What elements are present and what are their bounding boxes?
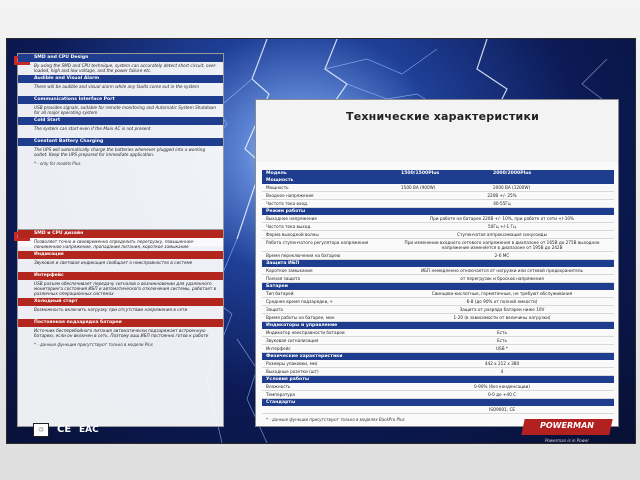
spec-row [262, 252, 614, 260]
spec-group-title: Физические характеристики [266, 354, 343, 359]
spec-row [262, 200, 614, 208]
spec-label: Работа ступенчатого регулятора напряжения [266, 240, 369, 245]
spec-label: Выходное напряжение [266, 216, 317, 221]
spec-footnote: * - данные функции присутствуют только в моделях BackPro Plus [266, 417, 405, 422]
spec-value: 4 [500, 369, 504, 374]
spec-group-header [262, 208, 614, 215]
certification-logos [33, 423, 99, 437]
spec-value: При работе на батарее 220В +/- 10%, при работе от сети +/-10% [429, 216, 575, 221]
spec-label: Интерфейс [266, 346, 291, 351]
spec-value: Свинцово-кислотные, герметичные, не требуют обслуживания [431, 291, 573, 296]
spec-row [262, 239, 614, 252]
spec-group-title: Стандарты [266, 400, 296, 405]
spec-group-header [262, 399, 614, 406]
feature-title: Интерфейс [18, 272, 223, 280]
spec-value: При изменении входного сетевого напряжения в диапазоне от 165В до 275В выходное напряжение изменяется в диапазоне от 195В до 242В [404, 240, 600, 250]
feature-section [18, 298, 223, 319]
specifications-table [262, 170, 614, 422]
spec-value: Защита от разряда батареи ниже 10V [459, 307, 545, 312]
spec-row [262, 275, 614, 283]
table-header [262, 170, 614, 177]
spec-label: Короткое замыкание [266, 268, 313, 273]
feature-text: The UPS will automatically charge the batteries whenever plugged into a working outlet. Keep the UPS prepared for immediate application. [34, 147, 206, 157]
spec-row [262, 360, 614, 368]
spec-label: Среднее время подзарядки, ч [266, 299, 333, 304]
feature-section [18, 272, 223, 298]
spec-value: 0-90% (без конденсации) [474, 384, 530, 389]
spec-value: USB * [495, 346, 509, 351]
box-face [6, 38, 636, 444]
spec-row [262, 267, 614, 275]
feature-section [18, 138, 223, 159]
spec-label: Полная защита [266, 276, 301, 281]
spec-value: 50Гц +/-1 Гц [488, 224, 516, 229]
spec-value: Ступенчатая аппроксимация синусоиды [457, 232, 547, 237]
spec-label: Звуковая сигнализация [266, 338, 319, 343]
spec-label: Индикатор неисправности батареи [266, 330, 345, 335]
spec-value: от перегрузок и бросков напряжения [460, 276, 544, 281]
spec-group-title: Защита ИБП [266, 261, 300, 266]
feature-panel-russian [17, 229, 224, 427]
spec-value-alt: 2000 ВА (1200W) [493, 185, 531, 190]
specifications-title: Технические характеристики [346, 110, 540, 123]
feature-title: Constant Battery Charging [18, 138, 223, 146]
eac-mark-icon: EAC [79, 425, 99, 435]
spec-group-title: Индикаторы и управление [266, 323, 338, 328]
feature-section [18, 54, 223, 75]
spec-label: Мощность [266, 185, 289, 190]
brand-tagline: Powerman is in Power [544, 438, 589, 443]
spec-group-title: Батареи [266, 284, 288, 289]
spec-label: Тип батарей [266, 291, 294, 296]
feature-title: SMD и CPU дизайн [18, 230, 223, 238]
spec-value: 40-55Гц [493, 201, 511, 206]
spec-group-title: Мощность [266, 178, 294, 183]
feature-section [18, 230, 223, 251]
spec-row [262, 329, 614, 337]
spec-label: Температура [266, 392, 295, 397]
spec-label: Время работы на батарее, мин [266, 315, 335, 320]
ce-mark-icon: CE [57, 424, 72, 435]
spec-group-header [262, 283, 614, 290]
feature-text: The system can start even if the Main AC is not present [34, 126, 151, 131]
spec-label: Выходные розетки (шт) [266, 369, 319, 374]
spec-row [262, 215, 614, 223]
header-model-1500: 1500/1500Plus [401, 171, 440, 176]
feature-section [18, 251, 223, 272]
footnote: * - only for models Plus [34, 161, 81, 166]
spec-label: Форма выходной волны [266, 232, 319, 237]
spec-row [262, 223, 614, 231]
spec-label: Влажность [266, 384, 291, 389]
specifications-card [255, 99, 619, 427]
feature-text: Возможность включить нагрузку при отсутствии напряжения в сети [34, 307, 188, 312]
spec-row [262, 368, 614, 376]
spec-label: Частота тока вход. [266, 201, 309, 206]
spec-value: Есть [497, 330, 507, 335]
feature-section [18, 75, 223, 96]
spec-row [262, 345, 614, 353]
spec-group-title: Режим работы [266, 209, 306, 214]
feature-text: USB provides signals, suitable for remote monitoring and Automatic System Shutdown for all major operating system [34, 105, 217, 115]
feature-section [18, 96, 223, 117]
feature-title: SMD and CPU Design [18, 54, 223, 62]
spec-row [262, 391, 614, 399]
title-band [256, 100, 618, 162]
feature-text: Источник бесперебойного питания автоматически подзаряжает встроенную батарею, если он включен в сеть. Поэтому ваш ИБП постоянно готов к работе [34, 328, 209, 338]
feature-text: There will be audible and visual alarm while any faults come out in the system [34, 84, 200, 89]
feature-title: Индикация [18, 251, 223, 259]
spec-value: 220В +/- 25% [487, 193, 517, 198]
recycle-icon: ♲ [33, 423, 49, 437]
brand-name: POWERMAN [540, 421, 594, 430]
spec-label: Защита [266, 307, 283, 312]
spec-row [262, 290, 614, 298]
spec-label: Время переключения на батарею [266, 253, 341, 258]
feature-section [18, 117, 223, 138]
feature-title: Постоянная подзарядка батареи [18, 319, 223, 327]
feature-text: Позволяет точно и своевременно определить перегрузку, повышенное-пониженное напряжение, пропадание питания, короткое замыкание [34, 239, 195, 249]
spec-value: 6-8 (до 90% от полной емкости) [466, 299, 538, 304]
spec-row [262, 231, 614, 239]
header-model-2000: 2000/2000Plus [493, 171, 532, 176]
footnote: * - данные функции присутствуют только в модели Plus [34, 342, 153, 347]
spec-value: 0-0 до +40 С [487, 392, 517, 397]
spec-value: 442 x 212 x 380 [484, 361, 520, 366]
spec-group-title: Условия работы [266, 377, 310, 382]
spec-label [266, 407, 401, 412]
spec-label: Частота тока выход. [266, 224, 312, 229]
spec-group-header [262, 260, 614, 267]
spec-group-header [262, 376, 614, 383]
spec-label: Входное напряжение [266, 193, 314, 198]
feature-text: USB разъем обеспечивает передачу сигналов о возникновении для удаленного мониторинга состояния ИБП и автоматического отключения системы, работает в различных операционных системах [34, 281, 217, 296]
feature-title: Audible and Visual Alarm [18, 75, 223, 83]
spec-row [262, 192, 614, 200]
brand-logo [523, 419, 611, 444]
spec-value: ИБП немедленно отключается от нагрузки или сетевой предохранитель [421, 268, 583, 273]
feature-title: Cold Start [18, 117, 223, 125]
spec-value: ISO9001, CE [488, 407, 516, 412]
spec-value: 1-20 (в зависимости от величины нагрузки) [453, 315, 551, 320]
spec-row [262, 306, 614, 314]
header-model: Модель [266, 171, 287, 176]
spec-label: Размеры упаковки, мм) [266, 361, 318, 366]
spec-group-header [262, 322, 614, 329]
spec-row [262, 314, 614, 322]
spec-group-header [262, 353, 614, 360]
spec-group-header [262, 177, 614, 184]
spec-row [262, 406, 614, 414]
feature-title: Communications Interface Port [18, 96, 223, 104]
spec-row [262, 383, 614, 391]
spec-row [262, 298, 614, 306]
spec-value: 1500 ВА (900W) [401, 185, 436, 190]
spec-value: Есть [497, 338, 507, 343]
feature-title: Холодный старт [18, 298, 223, 306]
feature-panel-english [17, 53, 224, 247]
feature-text: Звуковая и световая индикация сообщает о неисправностях в системе [34, 260, 193, 265]
feature-text: By using the SMD and CPU technique, system can accurately detect short circuit, over-loaded, high and low voltage, and the power failure etc. [34, 63, 217, 73]
spec-row [262, 184, 614, 192]
feature-section [18, 319, 223, 340]
spec-value: 2-6 МС [494, 253, 510, 258]
spec-row [262, 337, 614, 345]
